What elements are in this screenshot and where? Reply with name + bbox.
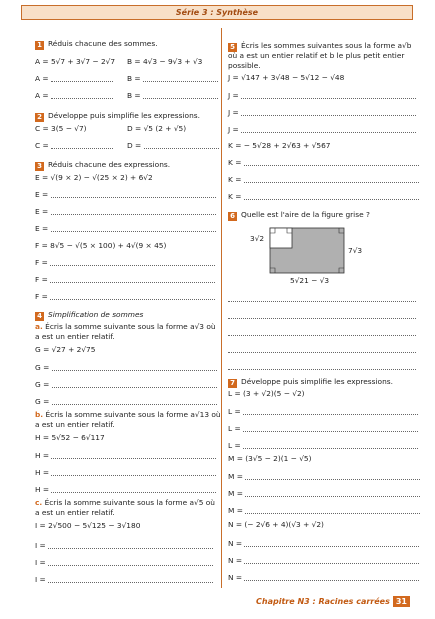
answer-line-f[interactable]: F = [35,259,215,266]
answer-line-g[interactable]: G = [35,364,217,371]
exercise-2-heading: 2 Développe puis simplifie les expressions. [35,112,200,122]
answer-line-h[interactable]: H = [35,486,216,493]
exercise-6-heading: 6 Quelle est l'aire de la figure grise ? [228,211,370,221]
answer-line[interactable] [228,329,416,336]
left-side-label: 3√2 [250,234,265,243]
answer-line-l[interactable]: L = [228,408,418,415]
column-divider [221,28,222,588]
exercise-number: 1 [35,41,44,50]
answer-line-n[interactable]: N = [228,557,419,564]
page-title: Série 3 : Synthèse [21,5,413,20]
page-footer [256,596,410,607]
exercise-5-heading: 5 Écris les sommes suivantes sous la forme a√b [228,42,411,52]
expression-f: F = 8√5 − √(5 × 100) + 4√(9 × 45) [35,241,167,250]
answer-line-e[interactable]: E = [35,191,216,198]
answer-line-f[interactable]: F = [35,293,215,300]
answer-line-k[interactable]: K = [228,193,419,200]
expression-l: L = (3 + √2)(5 − √2) [228,389,305,398]
answer-line-d[interactable]: D = [127,142,219,149]
answer-line-k[interactable]: K = [228,176,419,183]
expression-a: A = 5√7 + 3√7 − 2√7 [35,57,116,66]
answer-line-j[interactable]: J = [228,92,416,99]
expression-c: C = 3(5 − √7) [35,124,87,133]
right-side-label: 7√3 [348,246,363,255]
exercise-4-heading: 4 Simplification de sommes [35,311,143,321]
answer-line-h[interactable]: H = [35,469,216,476]
answer-line-g[interactable]: G = [35,381,217,388]
answer-line-h[interactable]: H = [35,452,216,459]
exercise-3-heading: 3 Réduis chacune des expressions. [35,161,170,171]
answer-line-j[interactable]: J = [228,126,416,133]
answer-line-c[interactable]: C = [35,142,113,149]
answer-line[interactable] [228,312,416,319]
expression-h: H = 5√52 − 6√117 [35,433,105,442]
chapter-title: Chapitre N3 : Racines carrées [256,597,390,606]
answer-line-b[interactable]: B = [127,92,218,99]
expression-i: I = 2√500 − 5√125 − 3√180 [35,521,141,530]
answer-line-a[interactable]: A = [35,75,113,82]
answer-line-f[interactable]: F = [35,276,215,283]
answer-line-i[interactable]: I = [35,559,213,566]
expression-j: J = √147 + 3√48 − 5√12 − √48 [228,73,345,82]
answer-line-b[interactable]: B = [127,75,218,82]
answer-line-n[interactable]: N = [228,574,419,581]
answer-line-g[interactable]: G = [35,398,217,405]
grey-figure [248,225,378,285]
bottom-side-label: 5√21 − √3 [290,276,330,285]
answer-line-m[interactable]: M = [228,490,420,497]
answer-line-k[interactable]: K = [228,159,419,166]
answer-line[interactable] [228,295,416,302]
answer-line[interactable] [228,346,416,353]
expression-m: M = (3√5 − 2)(1 − √5) [228,454,312,463]
expression-d: D = √5 (2 + √5) [127,124,187,133]
expression-k: K = − 5√28 + 2√63 + √567 [228,141,331,150]
expression-b: B = 4√3 − 9√3 + √3 [127,57,203,66]
answer-line-m[interactable]: M = [228,507,420,514]
answer-line[interactable] [228,363,416,370]
page-number: 31 [393,596,410,607]
exercise-1-heading: 1 Réduis chacune des sommes. [35,40,158,50]
expression-n: N = (− 2√6 + 4)(√3 + √2) [228,520,324,529]
answer-line-l[interactable]: L = [228,425,418,432]
expression-g: G = √27 + 2√75 [35,345,96,354]
answer-line-a[interactable]: A = [35,92,113,99]
answer-line-i[interactable]: I = [35,576,213,583]
answer-line-e[interactable]: E = [35,208,216,215]
answer-line-m[interactable]: M = [228,473,420,480]
expression-e: E = √(9 × 2) − √(25 × 2) + 6√2 [35,173,153,182]
answer-line-e[interactable]: E = [35,225,216,232]
answer-line-n[interactable]: N = [228,540,419,547]
answer-line-l[interactable]: L = [228,442,418,449]
exercise-7-heading: 7 Développe puis simplifie les expressions. [228,378,393,388]
answer-line-j[interactable]: J = [228,109,416,116]
answer-line-i[interactable]: I = [35,542,213,549]
